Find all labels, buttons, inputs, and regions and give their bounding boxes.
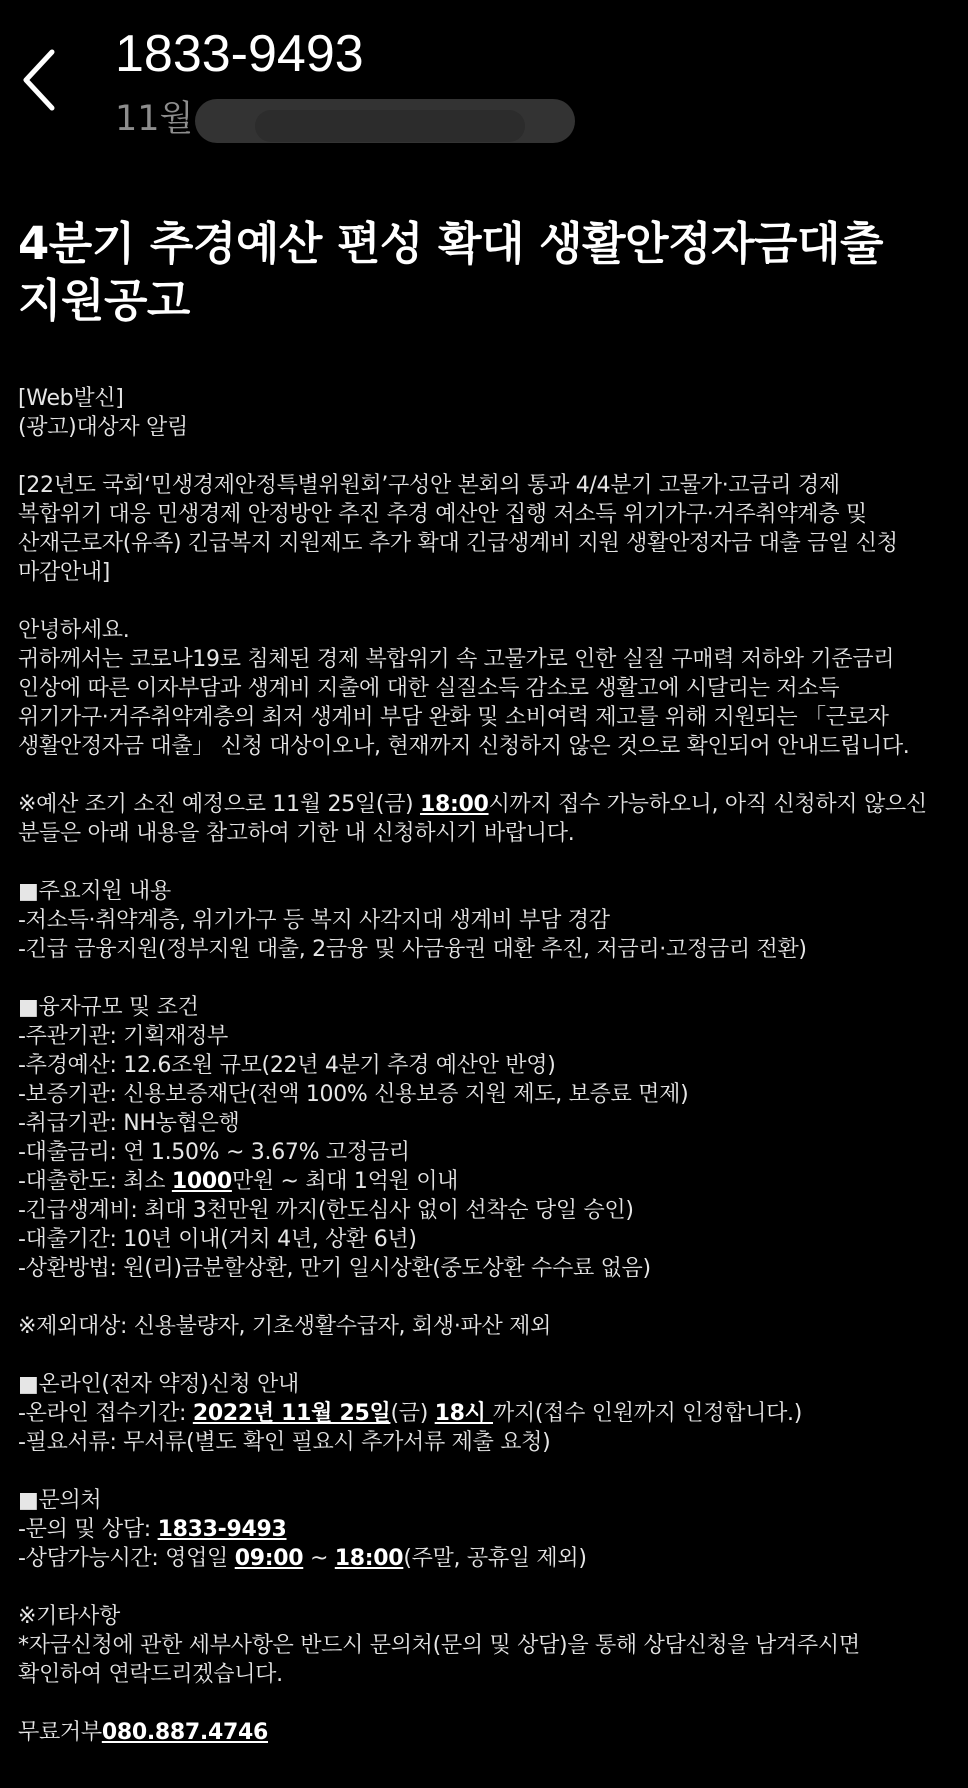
message-body	[18, 384, 958, 1747]
body-line: (광고)대상자 알림	[18, 415, 188, 440]
body-line: -상환방법: 원(리)금분할상환, 만기 일시상환(중도상환 수수료 없음)	[18, 1256, 651, 1281]
body-line: -저소득·취약계층, 위기가구 등 복지 사각지대 생계비 부담 경감	[18, 908, 610, 933]
time-link[interactable]: 18시	[434, 1401, 493, 1426]
message-title	[18, 215, 953, 329]
time-link[interactable]: 18:00	[420, 792, 489, 817]
exclusion-note: ※제외대상: 신용불량자, 기초생활수급자, 회생·파산 제외	[18, 1314, 552, 1339]
spacer	[18, 1283, 958, 1312]
text-span: (주말, 공휴일 제외)	[403, 1546, 587, 1571]
body-line: 산재근로자(유족) 긴급복지 지원제도 추가 확대 긴급생계비 지원 생활안정자금 대출 금일 신청	[18, 531, 898, 556]
section-heading: ■온라인(전자 약정)신청 안내	[18, 1372, 299, 1397]
text-span: -문의 및 상담:	[18, 1517, 158, 1542]
text-span: 시까지 접수 가능하오니, 아직 신청하지 않으신	[488, 792, 927, 817]
text-span: 만원 ~ 최대 1억원 이내	[231, 1169, 459, 1194]
section-heading: ■문의처	[18, 1488, 102, 1513]
message-header	[0, 0, 968, 150]
spacer	[18, 1341, 958, 1370]
spacer	[18, 761, 958, 790]
body-line: 인상에 따른 이자부담과 생계비 지출에 대한 실질소득 감소로 생활고에 시달리는 저소득	[18, 676, 840, 701]
spacer	[18, 587, 958, 616]
body-line: 분들은 아래 내용을 참고하여 기한 내 신청하시기 바랍니다.	[18, 821, 575, 846]
date-text: 11월	[115, 99, 194, 139]
body-line: -필요서류: 무서류(별도 확인 필요시 추가서류 제출 요청)	[18, 1430, 551, 1455]
unsubscribe-phone-link[interactable]: 080.887.4746	[101, 1720, 269, 1745]
body-line: 생활안정자금 대출」 신청 대상이오나, 현재까지 신청하지 않은 것으로 확인되어 안내드립니다.	[18, 734, 910, 759]
body-line: 귀하께서는 코로나19로 침체된 경제 복합위기 속 고물가로 인한 실질 구매력 저하와 기준금리	[18, 647, 895, 672]
hours-line	[18, 1544, 958, 1573]
loan-limit-line	[18, 1167, 958, 1196]
chevron-left-icon	[16, 40, 72, 120]
text-span: -상담가능시간: 영업일	[18, 1546, 235, 1571]
text-span: -대출한도: 최소	[18, 1169, 172, 1194]
text-span: ~	[303, 1546, 335, 1571]
body-line: -추경예산: 12.6조원 규모(22년 4분기 추경 예산안 반영)	[18, 1053, 556, 1078]
text-span: 까지(접수 인원까지 인정합니다.)	[493, 1401, 803, 1426]
section-heading: ■주요지원 내용	[18, 879, 171, 904]
body-line: 확인하여 연락드리겠습니다.	[18, 1662, 283, 1687]
text-span: -온라인 접수기간:	[18, 1401, 193, 1426]
spacer	[18, 442, 958, 471]
spacer	[18, 1457, 958, 1486]
contact-line	[18, 1515, 958, 1544]
spacer	[18, 848, 958, 877]
section-heading: ※기타사항	[18, 1604, 120, 1629]
body-line: -긴급 금융지원(정부지원 대출, 2금융 및 사금융권 대환 추진, 저금리·고정금리 전환)	[18, 937, 807, 962]
spacer	[18, 1689, 958, 1718]
spacer	[18, 1573, 958, 1602]
time-link[interactable]: 09:00	[234, 1546, 304, 1571]
body-line: 위기가구·거주취약계층의 최저 생계비 부담 완화 및 소비여력 제고를 위해 지원되는 「근로자	[18, 705, 889, 730]
time-link[interactable]: 18:00	[334, 1546, 404, 1571]
spacer	[18, 964, 958, 993]
date-row	[115, 94, 575, 144]
amount-link[interactable]: 1000	[171, 1169, 232, 1194]
title-line: 4분기 추경예산 편성 확대 생활안정자금대출	[18, 217, 883, 270]
redaction-scribble	[255, 110, 525, 142]
body-line: -대출금리: 연 1.50% ~ 3.67% 고정금리	[18, 1140, 410, 1165]
date-link[interactable]: 2022년 11월 25일	[192, 1401, 391, 1426]
body-line: 마감안내]	[18, 560, 111, 585]
body-line: -보증기관: 신용보증재단(전액 100% 신용보증 지원 제도, 보증료 면제)	[18, 1082, 689, 1107]
back-button[interactable]	[16, 40, 72, 120]
title-line: 지원공고	[18, 274, 190, 327]
body-line: [22년도 국회‘민생경제안정특별위원회’구성안 본회의 통과 4/4분기 고물가·고금리 경제	[18, 473, 840, 498]
text-span: 무료거부	[18, 1720, 102, 1745]
text-span: ※예산 조기 소진 예정으로 11월 25일(금)	[18, 792, 421, 817]
greeting: 안녕하세요.	[18, 618, 130, 643]
section-heading: ■융자규모 및 조건	[18, 995, 199, 1020]
phone-link[interactable]: 1833-9493	[157, 1517, 287, 1542]
body-line: [Web발신]	[18, 386, 124, 411]
body-line: -취급기관: NH농협은행	[18, 1111, 240, 1136]
unsubscribe-line	[18, 1718, 958, 1747]
body-line: -긴급생계비: 최대 3천만원 까지(한도심사 없이 선착순 당일 승인)	[18, 1198, 634, 1223]
body-line: *자금신청에 관한 세부사항은 반드시 문의처(문의 및 상담)을 통해 상담신청을 남겨주시면	[18, 1633, 860, 1658]
body-line: -주관기관: 기획재정부	[18, 1024, 229, 1049]
text-span: (금)	[390, 1401, 435, 1426]
body-line: -대출기간: 10년 이내(거치 4년, 상환 6년)	[18, 1227, 417, 1252]
sender-number: 1833-9493	[115, 25, 364, 83]
deadline-notice	[18, 790, 958, 819]
application-period-line	[18, 1399, 958, 1428]
body-line: 복합위기 대응 민생경제 안정방안 추진 추경 예산안 집행 저소득 위기가구·거주취약계층 및	[18, 502, 867, 527]
